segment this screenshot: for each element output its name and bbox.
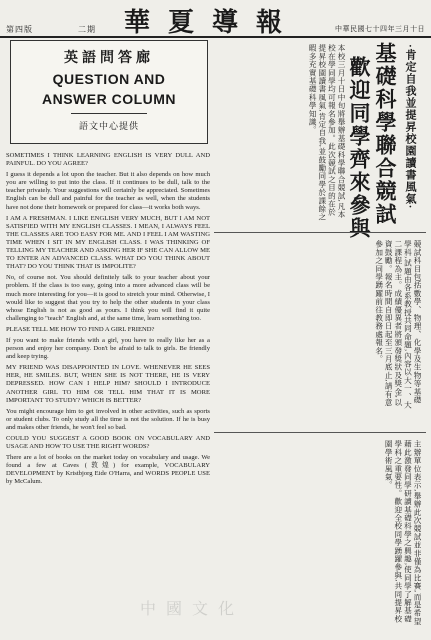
question: I AM A FRESHMAN. I LIKE ENGLISH VERY MUCH, BUT I AM NOT SATISFIED WITH MY ENGLISH CLASSES. I MEAN, I ALWAYS FEEL THE CLASSES ARE TOO EASY FOR ME. AND I FEEL I AM WASTING TIME WHEN I SIT IN MY ENGLISH CLASS. I WAS THINKING OF TELLING MY TEACHER AND ASKING HER IF SHE CAN ALLOW ME TO ENTER AN ADVANCED CLASS. WHAT DO YOU THINK ABOUT THAT? DO YOU THINK THAT IS IMPOLITE? bbox=[6, 214, 210, 271]
answer: I guess it depends a lot upon the teacher. But it also depends on how much you are willing to put into the class. If it continues to be dull, talk to the teacher privately. Your suggestions will certainly be appreciated. Sometimes English can be dull and painful for the teacher as well, when the students have not done their homework or prepared for class—it works both ways. bbox=[6, 171, 210, 211]
column-divider bbox=[214, 432, 426, 433]
article-body-2: 競試科目包括數學、物理、化學及生物等基礎學科,試題由各系教授共同命題,內容以大一、大二課程為主。成績優異者將頒發獎狀及獎金,以資鼓勵。報名時間自即日起至三月底止,請有意參加之同學踴躍前往教務處報名。 bbox=[374, 240, 422, 409]
qa-column bbox=[6, 40, 210, 636]
answer: There are a lot of books on the market today on vocabulary and usage. We found a few at Caves (敦煌) for example, VOCABULARY DEVELOPMENT by Kristbjorg Eide O'Harra, and WORDS PEOPLE USE by McCalum. bbox=[6, 454, 210, 486]
article-kicker: ·肯定自我並提昇校園讀書風氣· bbox=[404, 44, 416, 210]
answer: No, of course not. You should definitely talk to your teacher about your problem. If the class is too easy, going into a more advanced class will be much more interesting for you—it is good to stretch your mind. Otherwise, I would like to suggest that you try to help the other students in your class whose English is not as good as yours. I think you will find it quite challenging to "teach" English and, at the same time, learn something too. bbox=[6, 274, 210, 322]
question: PLEASE TELL ME HOW TO FIND A GIRL FRIEND? bbox=[6, 325, 155, 333]
answer: If you want to make friends with a girl, you have to really like her as a person and enjoy her company. Don't be afraid to talk to girls. Be friendly and keep trying. bbox=[6, 336, 210, 361]
qa-body bbox=[6, 152, 210, 487]
qa-title-cn: 英語問答廊 bbox=[64, 51, 154, 66]
article-body-3: 主辦單位表示,舉辦此次競試並非僅為比賽,而是希望藉此激發同學研讀基礎科學之興趣,使同學了解基礎學科之重要性。歡迎全校同學踴躍參與,共同提昇校園學術風氣。 bbox=[384, 440, 422, 626]
masthead: 華夏導報 bbox=[124, 8, 301, 37]
publication-date: 中華民國七十四年三月十日 bbox=[335, 25, 425, 33]
qa-divider bbox=[71, 113, 147, 114]
qa-title-en-1: QUESTION AND bbox=[52, 71, 166, 87]
newspaper-header bbox=[0, 0, 431, 38]
article-body-1: 本校三月十日中旬將舉辦基礎科學聯合競試,凡本校在學同學均可報名參加。此次競試之目的在於提昇校園讀書風氣,肯定自我,並鼓勵同學於課餘之暇多充實基礎科學知識。 bbox=[308, 44, 346, 222]
qa-title-en-2: ANSWER COLUMN bbox=[41, 91, 177, 107]
answer: You might encourage him to get involved in other activities, such as sports or student clubs. To only study all the time is not the solution. If he is busy and makes other friends, he won't feel so bad. bbox=[6, 407, 210, 431]
question: COULD YOU SUGGEST A GOOD BOOK ON VOCABULARY AND USAGE AND HOW TO USE THE RIGHT WORDS? bbox=[6, 435, 210, 451]
issue-number: 二期 bbox=[78, 25, 96, 34]
qa-title-box bbox=[10, 40, 208, 144]
question: SOMETIMES I THINK LEARNING ENGLISH IS VERY DULL AND PAINFUL. DO YOU AGREE? bbox=[6, 152, 210, 168]
page-number: 第四版 bbox=[6, 25, 33, 34]
column-divider bbox=[214, 232, 426, 233]
article bbox=[214, 40, 426, 636]
article-headline-2: 歡迎同學齊來參與 bbox=[347, 56, 371, 240]
qa-source: 語文中心提供 bbox=[78, 121, 139, 131]
article-headline-1: 基礎科學聯合競試 bbox=[373, 42, 397, 226]
question: MY FRIEND WAS DISAPPOINTED IN LOVE. WHENEVER HE SEES HER, HE SMILES. BUT, WHEN SHE IS NOT THERE, HE IS VERY DEPRESSED. HOW CAN I HELP HIM? SHOULD I INTRODUCE ANOTHER GIRL TO HIM OR TELL HIM THAT IT IS MORE IMPORTANT TO STUDY? WHICH IS BETTER? bbox=[6, 364, 210, 404]
watermark: 中國文化 bbox=[140, 601, 245, 618]
